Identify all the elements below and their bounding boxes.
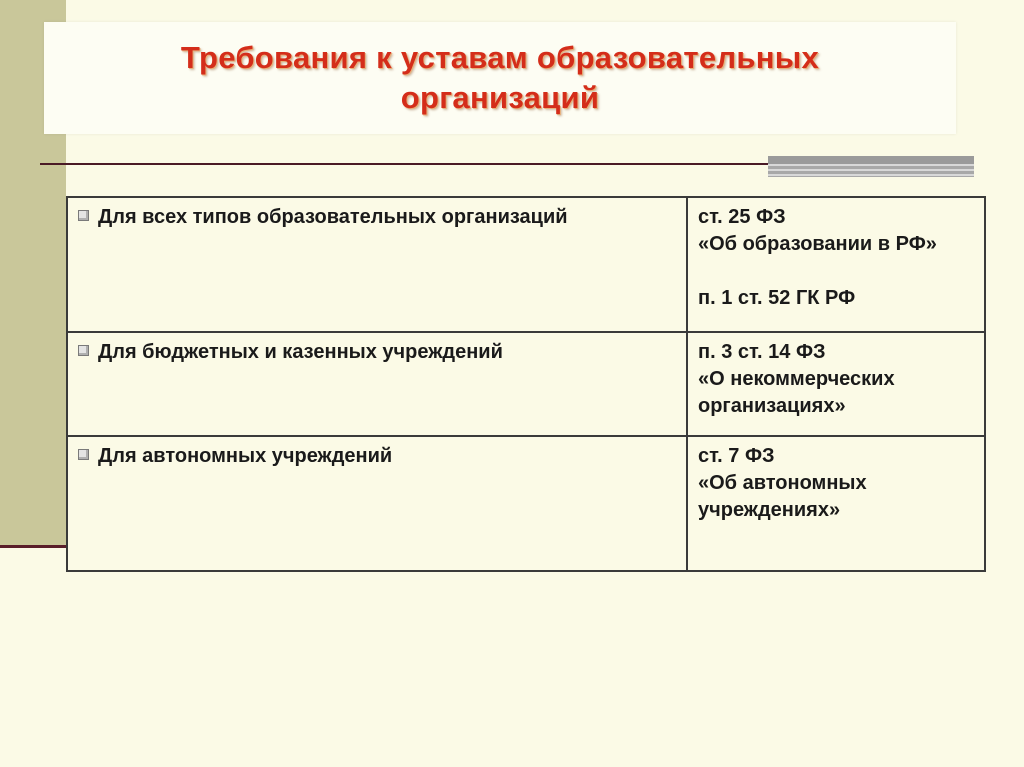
reference-cell <box>687 332 985 436</box>
category-cell <box>67 436 687 571</box>
slide-title-line-1: Требования к уставам образовательных <box>180 40 820 75</box>
reference-cell <box>687 436 985 571</box>
reference-spacer <box>698 258 974 285</box>
reference-cell <box>687 197 985 332</box>
reference-line-2: «О некоммерческих <box>698 368 895 390</box>
category-cell <box>67 197 687 332</box>
reference-line-3: п. 1 ст. 52 ГК РФ <box>698 287 856 309</box>
category-cell <box>67 332 687 436</box>
reference-line-1: ст. 7 ФЗ <box>698 445 775 467</box>
reference-line-3: учреждениях» <box>698 499 841 521</box>
category-text: Для всех типов образовательных организаций <box>98 206 568 228</box>
left-band-divider <box>0 545 66 548</box>
reference-line-3: организациях» <box>698 395 846 417</box>
table-row <box>67 332 985 436</box>
header-accent-bar-top <box>768 156 974 164</box>
table-row <box>67 197 985 332</box>
reference-line-2: «Об автономных <box>698 472 867 494</box>
square-bullet-icon <box>78 210 89 221</box>
square-bullet-icon <box>78 449 89 460</box>
reference-line-1: п. 3 ст. 14 ФЗ <box>698 341 826 363</box>
reference-line-1: ст. 25 ФЗ <box>698 206 786 228</box>
category-text: Для автономных учреждений <box>98 445 393 467</box>
category-text: Для бюджетных и казенных учреждений <box>98 341 503 363</box>
requirements-table <box>66 196 986 572</box>
table-row <box>67 436 985 571</box>
slide-title <box>44 38 956 118</box>
slide-title-line-2: организаций <box>400 80 600 115</box>
reference-line-2: «Об образовании в РФ» <box>698 233 937 255</box>
square-bullet-icon <box>78 345 89 356</box>
